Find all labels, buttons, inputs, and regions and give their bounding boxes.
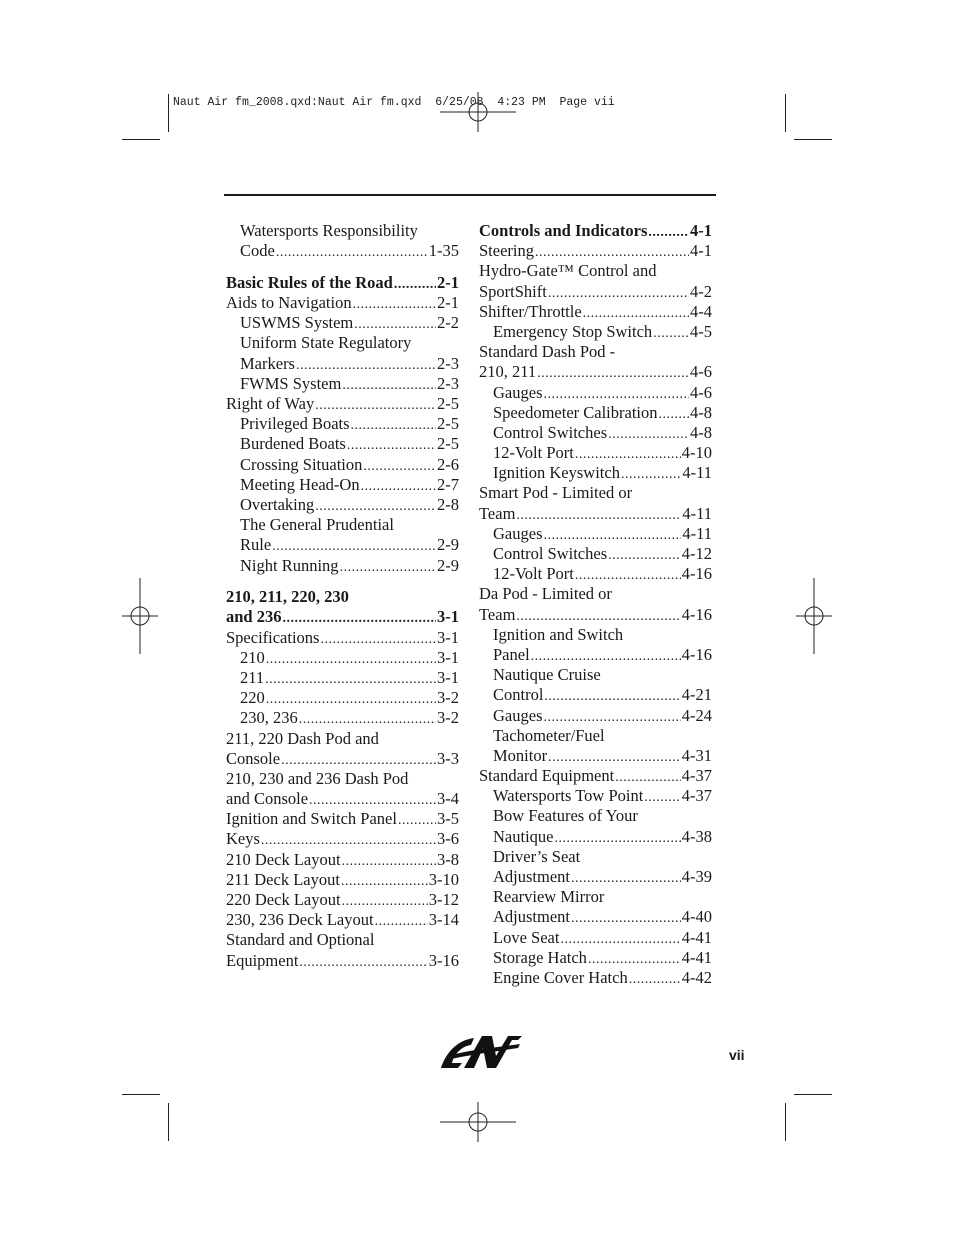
dot-leader — [648, 223, 689, 243]
dot-leader — [543, 385, 689, 405]
toc-entry-page: 3-1 — [437, 607, 459, 627]
toc-entry-page: 4-6 — [690, 382, 712, 402]
toc-entry — [226, 354, 459, 374]
toc-entry-page: 4-31 — [681, 745, 712, 765]
dot-leader — [548, 284, 689, 304]
toc-entry-page: 3-6 — [437, 829, 459, 849]
dot-leader — [644, 788, 680, 808]
toc-entry-page: 4-24 — [681, 705, 712, 725]
toc-entry-page: 2-9 — [437, 555, 459, 575]
toc-entry — [479, 685, 712, 705]
toc-entry-page: 3-4 — [437, 789, 459, 809]
toc-entry — [479, 605, 712, 625]
toc-entry-title: Code — [240, 241, 275, 261]
toc-entry — [479, 928, 712, 948]
toc-entry-title: Panel — [493, 644, 530, 664]
toc-entry-title: Speedometer Calibration — [493, 402, 658, 422]
toc-entry — [479, 766, 712, 786]
toc-entry-title: Watersports Tow Point — [493, 786, 644, 806]
toc-entry-page: 4-8 — [690, 422, 712, 442]
toc-entry — [479, 221, 712, 241]
toc-entry — [226, 668, 459, 688]
dot-leader — [560, 930, 680, 950]
toc-entry-title: Love Seat — [493, 927, 560, 947]
toc-entry-title: Privileged Boats — [240, 414, 350, 434]
toc-entry-title: Right of Way — [226, 394, 315, 413]
toc-entry-title: Adjustment — [493, 867, 570, 886]
toc-entry-page: 4-42 — [681, 967, 712, 987]
dot-leader — [276, 243, 428, 263]
toc-entry — [479, 383, 712, 403]
toc-entry — [479, 423, 712, 443]
toc-entry — [226, 890, 459, 910]
toc-entry-title: Emergency Stop Switch — [493, 321, 653, 341]
toc-entry-page: 3-2 — [437, 708, 459, 728]
toc-entry — [226, 241, 459, 261]
toc-entry-page: 4-16 — [681, 564, 712, 584]
header-rule — [224, 194, 716, 196]
toc-entry-page: 3-1 — [437, 627, 459, 647]
toc-entry — [226, 556, 459, 576]
dot-leader — [575, 445, 681, 465]
toc-entry-title: Burdened Boats — [240, 434, 346, 454]
toc-entry-title: Team — [479, 503, 516, 523]
toc-entry-title: FWMS System — [240, 373, 342, 393]
toc-entry-title: 12-Volt Port — [493, 443, 574, 463]
nautique-logo — [438, 1030, 524, 1072]
toc-entry — [226, 313, 459, 333]
toc-entry-page: 4-4 — [690, 301, 712, 321]
toc-heading-line: Smart Pod - Limited or — [479, 483, 633, 503]
toc-entry-page: 2-5 — [437, 434, 459, 454]
toc-heading-line: Standard Dash Pod - — [479, 342, 616, 362]
dot-leader — [282, 609, 436, 629]
toc-entry — [226, 434, 459, 454]
toc-entry-title: Controls and Indicators — [479, 221, 648, 240]
toc-entry — [226, 708, 459, 728]
toc-entry-page: 3-2 — [437, 688, 459, 708]
toc-entry — [479, 241, 712, 261]
toc-entry-title: Basic Rules of the Road — [226, 272, 393, 292]
toc-entry-page: 2-2 — [437, 313, 459, 333]
toc-entry-title: 230, 236 Deck Layout — [226, 910, 374, 930]
toc-entry-page: 4-38 — [681, 826, 712, 846]
toc-heading-line: Da Pod - Limited or — [479, 584, 612, 604]
dot-leader — [537, 364, 689, 384]
page-number: vii — [729, 1047, 745, 1063]
toc-heading-line: Uniform State Regulatory — [240, 333, 412, 353]
toc-heading-line: Nautique Cruise — [493, 665, 601, 685]
toc-entry-title: Overtaking — [240, 494, 315, 514]
toc-entry-page: 4-11 — [682, 463, 712, 483]
registration-mark-left — [122, 578, 158, 654]
toc-entry-page: 3-1 — [437, 667, 459, 687]
toc-entry — [226, 455, 459, 475]
toc-entry — [226, 789, 459, 809]
dot-leader — [535, 243, 689, 263]
toc-entry-page: 3-16 — [428, 950, 459, 970]
toc-heading-line: Driver’s Seat — [493, 846, 581, 866]
toc-entry — [479, 706, 712, 726]
toc-heading-line: Hydro-Gate™ Control and — [479, 261, 657, 281]
toc-entry-title: Control — [493, 685, 544, 705]
toc-entry — [479, 504, 712, 524]
toc-entry-page: 3-14 — [428, 910, 459, 930]
toc-entry-page: 4-2 — [690, 281, 712, 301]
toc-entry-title: Ignition and Switch Panel — [226, 809, 397, 829]
dot-leader — [516, 506, 681, 526]
toc-entry — [479, 463, 712, 483]
toc-entry — [226, 648, 459, 668]
toc-entry-page: 3-1 — [437, 647, 459, 667]
print-slug: Naut Air fm_2008.qxd:Naut Air fm.qxd 6/25/08 4:23 PM Page vii — [173, 96, 615, 109]
dot-leader — [342, 852, 436, 872]
registration-mark-top — [440, 92, 516, 132]
toc-entry-page: 4-40 — [681, 907, 712, 927]
toc-entry-title: Crossing Situation — [240, 454, 363, 474]
toc-entry-page: 3-10 — [428, 869, 459, 889]
toc-entry-title: Engine Cover Hatch — [493, 967, 628, 987]
toc-heading-line: 210, 211, 220, 230 — [226, 587, 349, 607]
dot-leader — [309, 791, 436, 811]
toc-entry — [479, 907, 712, 927]
toc-entry — [479, 322, 712, 342]
dot-leader — [543, 526, 681, 546]
dot-leader — [554, 829, 680, 849]
toc-entry-title: 230, 236 — [240, 708, 298, 728]
toc-entry-title: 220 — [240, 688, 265, 708]
toc-entry-title: Team — [479, 604, 516, 624]
toc-entry-page: 2-7 — [437, 474, 459, 494]
dot-leader — [398, 811, 436, 831]
dot-leader — [543, 708, 680, 728]
toc-entry — [226, 273, 459, 293]
toc-entry-title: Specifications — [226, 627, 320, 647]
toc-entry-title: 12-Volt Port — [493, 564, 574, 584]
dot-leader — [653, 324, 689, 344]
toc-heading-line: 210, 230 and 236 Dash Pod — [226, 768, 409, 788]
toc-entry-page: 4-1 — [690, 241, 712, 261]
toc-entry — [479, 645, 712, 665]
toc-entry-page: 4-6 — [690, 362, 712, 382]
dot-leader — [281, 751, 436, 771]
dot-leader — [361, 477, 436, 497]
dot-leader — [629, 970, 681, 990]
toc-entry-page: 4-37 — [681, 766, 712, 786]
toc-entry-title: Aids to Navigation — [226, 293, 352, 313]
toc-entry-page: 3-5 — [437, 809, 459, 829]
toc-entry — [479, 524, 712, 544]
toc-entry — [226, 910, 459, 930]
toc-entry-page: 4-41 — [681, 927, 712, 947]
toc-entry-title: Rule — [240, 535, 272, 555]
toc-heading-line: The General Prudential — [240, 515, 394, 535]
dot-leader — [375, 912, 428, 932]
registration-mark-bottom — [440, 1102, 516, 1142]
dot-leader — [588, 950, 681, 970]
toc-entry — [226, 414, 459, 434]
toc-entry-title: Storage Hatch — [493, 947, 587, 967]
toc-entry-page: 4-11 — [682, 523, 712, 543]
dot-leader — [531, 647, 681, 667]
toc-entry-title: 210 — [240, 647, 265, 667]
toc-entry-page: 4-39 — [681, 867, 712, 886]
toc-entry-page: 4-1 — [690, 221, 712, 240]
toc-entry — [479, 403, 712, 423]
dot-leader — [265, 670, 436, 690]
toc-entry — [479, 564, 712, 584]
dot-leader — [548, 748, 681, 768]
toc-entry-page: 4-41 — [681, 947, 712, 967]
dot-leader — [341, 872, 428, 892]
toc-entry-title: Steering — [479, 241, 534, 261]
toc-entry — [479, 968, 712, 988]
toc-entry-title: Standard Equipment — [479, 766, 615, 786]
registration-mark-right — [796, 578, 832, 654]
toc-entry — [479, 544, 712, 564]
toc-entry — [226, 951, 459, 971]
toc-entry-title: Keys — [226, 829, 260, 849]
dot-leader — [340, 558, 436, 578]
toc-entry — [479, 786, 712, 806]
dot-leader — [608, 425, 689, 445]
toc-entry — [479, 302, 712, 322]
toc-entry-page: 4-21 — [681, 685, 712, 705]
toc-heading-line: Rearview Mirror — [493, 887, 605, 907]
toc-entry — [226, 809, 459, 829]
dot-leader — [342, 376, 436, 396]
toc-heading-line: Standard and Optional — [226, 930, 375, 950]
toc-entry-page: 4-10 — [681, 443, 712, 463]
toc-entry-title: 220 Deck Layout — [226, 890, 341, 909]
toc-entry-page: 1-35 — [428, 241, 459, 261]
toc-entry-title: USWMS System — [240, 313, 354, 333]
dot-leader — [394, 275, 436, 295]
toc-entry-title: Markers — [240, 353, 295, 373]
dot-leader — [615, 768, 681, 788]
toc-entry-page: 2-9 — [437, 535, 459, 555]
toc-entry — [479, 948, 712, 968]
toc-entry — [226, 688, 459, 708]
dot-leader — [516, 607, 680, 627]
toc-heading-line: Tachometer/Fuel — [493, 725, 605, 745]
toc-entry-title: Shifter/Throttle — [479, 301, 582, 321]
toc-entry-page: 2-3 — [437, 373, 459, 393]
dot-leader — [342, 892, 428, 912]
toc-heading-line: 211, 220 Dash Pod and — [226, 728, 379, 748]
toc-entry — [226, 829, 459, 849]
dot-leader — [659, 405, 690, 425]
dot-leader — [621, 465, 681, 485]
toc-entry — [479, 867, 712, 887]
toc-entry-title: Control Switches — [493, 422, 608, 442]
dot-leader — [266, 690, 436, 710]
toc-entry-title: 211 — [240, 667, 265, 687]
toc-entry-title: and 236 — [226, 607, 282, 627]
toc-entry — [479, 746, 712, 766]
dot-leader — [575, 566, 681, 586]
toc-entry-page: 4-16 — [681, 644, 712, 664]
toc-entry — [226, 293, 459, 313]
toc-entry-page: 2-6 — [437, 454, 459, 474]
dot-leader — [571, 869, 681, 889]
toc-entry-title: Meeting Head-On — [240, 474, 360, 494]
toc-entry — [479, 443, 712, 463]
toc-entry-title: SportShift — [479, 281, 547, 301]
toc-entry-title: Equipment — [226, 950, 299, 970]
toc-entry-page: 4-11 — [682, 503, 712, 523]
dot-leader — [544, 687, 680, 707]
toc-entry — [479, 362, 712, 382]
toc-entry — [226, 850, 459, 870]
toc-entry-title: Control Switches — [493, 544, 608, 563]
toc-entry-page: 3-12 — [428, 890, 459, 909]
toc-entry — [226, 495, 459, 515]
toc-entry-page: 2-1 — [437, 293, 459, 313]
toc-entry-page: 3-3 — [437, 748, 459, 768]
dot-leader — [299, 710, 436, 730]
toc-entry-page: 4-12 — [681, 544, 712, 563]
toc-entry-page: 2-5 — [437, 394, 459, 413]
toc-entry-title: Adjustment — [493, 907, 570, 927]
toc-heading-line: Watersports Responsibility — [240, 221, 418, 240]
toc-entry-page: 2-3 — [437, 353, 459, 373]
toc-entry — [226, 475, 459, 495]
dot-leader — [315, 396, 436, 416]
toc-entry — [479, 827, 712, 847]
dot-leader — [266, 650, 436, 670]
toc-entry — [226, 628, 459, 648]
toc-entry — [226, 870, 459, 890]
dot-leader — [296, 356, 436, 376]
dot-leader — [320, 630, 436, 650]
toc-entry-page: 4-16 — [681, 604, 712, 624]
dot-leader — [299, 953, 427, 973]
toc-entry-title: 210 Deck Layout — [226, 849, 341, 869]
toc-entry-title: 211 Deck Layout — [226, 869, 340, 889]
toc-entry — [226, 394, 459, 414]
toc-entry-page: 2-5 — [437, 414, 459, 434]
toc-entry-title: Gauges — [493, 705, 543, 725]
toc-entry-page: 4-37 — [681, 786, 712, 806]
toc-heading-line: Ignition and Switch — [493, 624, 624, 644]
dot-leader — [353, 295, 436, 315]
toc-right-column — [479, 221, 712, 988]
toc-entry-title: Ignition Keyswitch — [493, 463, 620, 483]
toc-entry — [226, 535, 459, 555]
toc-entry — [226, 749, 459, 769]
toc-entry-title: Nautique — [493, 826, 554, 846]
dot-leader — [315, 497, 436, 517]
toc-entry-page: 2-8 — [437, 494, 459, 514]
toc-entry-page: 4-8 — [690, 402, 712, 422]
toc-entry-page: 2-1 — [437, 272, 459, 292]
dot-leader — [363, 457, 436, 477]
toc-entry-title: Console — [226, 748, 281, 768]
dot-leader — [571, 909, 681, 929]
dot-leader — [272, 537, 436, 557]
toc-entry-title: Gauges — [493, 523, 543, 543]
dot-leader — [347, 436, 436, 456]
toc-entry-title: Gauges — [493, 382, 543, 402]
toc-entry-page: 4-5 — [690, 321, 712, 341]
toc-entry — [226, 374, 459, 394]
dot-leader — [261, 831, 436, 851]
toc-entry-title: Night Running — [240, 555, 339, 575]
toc-entry — [479, 282, 712, 302]
toc-entry-title: Monitor — [493, 745, 548, 765]
dot-leader — [608, 546, 681, 566]
toc-entry-title: 210, 211 — [479, 362, 537, 382]
toc-entry — [226, 607, 459, 627]
dot-leader — [354, 315, 436, 335]
dot-leader — [583, 304, 689, 324]
toc-entry-page: 3-8 — [437, 849, 459, 869]
toc-entry-title: and Console — [226, 789, 309, 809]
toc-heading-line: Bow Features of Your — [493, 806, 638, 826]
dot-leader — [351, 416, 436, 436]
toc-left-column — [226, 221, 459, 971]
